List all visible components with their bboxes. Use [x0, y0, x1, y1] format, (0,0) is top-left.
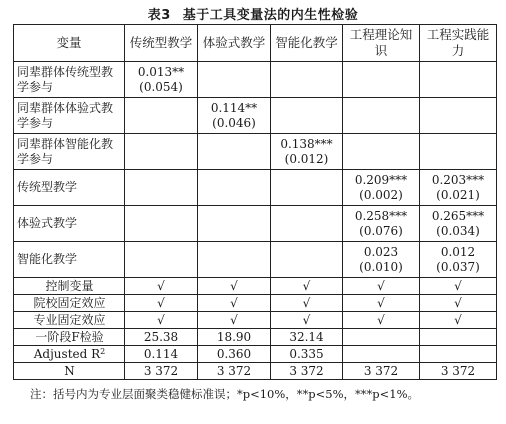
iv-endogeneity-table: [13, 24, 497, 380]
stat-rows: [14, 329, 497, 380]
table-cell: [271, 312, 343, 329]
table-row: [14, 363, 497, 380]
table-cell: 0.114: [125, 346, 198, 363]
coefficient: 0.012: [440, 244, 476, 259]
table-cell: 0.360: [198, 346, 271, 363]
table-cell: [271, 295, 343, 312]
table-cell: [198, 242, 271, 278]
col-header: 工程理论知识: [343, 25, 420, 62]
check-mark: √: [230, 278, 238, 293]
row-label-text: N: [64, 363, 75, 378]
table-cell: [420, 329, 497, 346]
table-row: [14, 242, 497, 278]
table-cell: [420, 206, 497, 242]
table-cell: [198, 170, 271, 206]
table-cell: [198, 98, 271, 134]
table-cell: [271, 206, 343, 242]
coefficient: 0.138***: [280, 136, 333, 151]
row-label: 智能化教学: [14, 242, 125, 278]
table-cell: [343, 206, 420, 242]
std-error: (0.034): [436, 223, 480, 238]
std-error: (0.046): [212, 115, 256, 130]
check-mark: √: [454, 295, 462, 310]
std-error: (0.021): [436, 187, 480, 202]
row-label: [14, 329, 125, 346]
row-label-superscript: 2: [100, 346, 106, 356]
check-mark: √: [454, 312, 462, 327]
row-label: 体验式教学: [14, 206, 125, 242]
table-cell: [420, 134, 497, 170]
row-label: 院校固定效应: [14, 295, 125, 312]
row-label: 传统型教学: [14, 170, 125, 206]
table-cell: [343, 312, 420, 329]
coefficient: 0.265***: [431, 208, 485, 223]
row-label: 专业固定效应: [14, 312, 125, 329]
check-mark: √: [157, 295, 165, 310]
coefficient: 0.013**: [137, 64, 185, 79]
row-label: 同辈群体智能化教学参与: [14, 134, 125, 170]
coefficient: 0.203***: [431, 172, 485, 187]
table-cell: [198, 295, 271, 312]
table-cell: [125, 98, 198, 134]
table-row: [14, 312, 497, 329]
table-title: [0, 4, 506, 23]
table-cell: [125, 295, 198, 312]
table-cell: [125, 62, 198, 98]
table-cell: [198, 134, 271, 170]
table-cell: 3 372: [125, 363, 198, 380]
table-cell: 32.14: [271, 329, 343, 346]
table-cell: [125, 206, 198, 242]
std-error: (0.010): [359, 259, 403, 274]
table-row: [14, 295, 497, 312]
table-cell: [271, 62, 343, 98]
check-mark: √: [377, 312, 385, 327]
table-cell: [343, 346, 420, 363]
table-cell: [420, 312, 497, 329]
table-number: 表3: [147, 8, 171, 23]
table-cell: 25.38: [125, 329, 198, 346]
check-mark: √: [377, 295, 385, 310]
row-label: [14, 363, 125, 380]
table-caption: 基于工具变量法的内生性检验: [182, 8, 359, 23]
check-mark: √: [157, 312, 165, 327]
table-row: [14, 278, 497, 295]
table-cell: [271, 170, 343, 206]
row-label: 控制变量: [14, 278, 125, 295]
table-row: [14, 206, 497, 242]
table-cell: [125, 170, 198, 206]
table-cell: [125, 278, 198, 295]
check-mark: √: [230, 312, 238, 327]
row-label-text: Adjusted R: [33, 346, 101, 361]
col-header: 智能化教学: [271, 25, 343, 62]
std-error: (0.054): [139, 79, 183, 94]
std-error: (0.076): [359, 223, 403, 238]
table-cell: [343, 278, 420, 295]
check-mark: √: [454, 278, 462, 293]
row-label: 同辈群体传统型教学参与: [14, 62, 125, 98]
table-cell: [125, 134, 198, 170]
table-row: [14, 170, 497, 206]
coefficient: 0.209***: [354, 172, 408, 187]
check-mark: √: [157, 278, 165, 293]
table-cell: [343, 295, 420, 312]
check-mark: √: [377, 278, 385, 293]
coefficient: 0.114**: [210, 100, 258, 115]
table-cell: [343, 62, 420, 98]
table-row: [14, 346, 497, 363]
col-header: 工程实践能力: [420, 25, 497, 62]
check-mark: √: [302, 295, 311, 310]
table-cell: 3 372: [420, 363, 497, 380]
std-error: (0.037): [436, 259, 480, 274]
coefficient: 0.023: [363, 244, 399, 259]
table-cell: [420, 346, 497, 363]
table-cell: [343, 98, 420, 134]
table-cell: [343, 134, 420, 170]
check-mark: √: [302, 312, 311, 327]
col-header: 传统型教学: [125, 25, 198, 62]
std-error: (0.002): [359, 187, 403, 202]
row-label-text: 一阶段F检验: [35, 329, 104, 344]
col-header: 体验式教学: [198, 25, 271, 62]
table-cell: [343, 170, 420, 206]
table-cell: [420, 170, 497, 206]
header-row: [14, 25, 497, 62]
table-cell: 3 372: [271, 363, 343, 380]
table-note: 注：括号内为专业层面聚类稳健标准误；*p<10%，**p<5%，***p<1%。: [30, 387, 420, 401]
table-cell: [198, 278, 271, 295]
table-cell: [343, 329, 420, 346]
table-cell: [420, 278, 497, 295]
coef-rows: [14, 62, 497, 278]
col-header: 变量: [14, 25, 125, 62]
table-cell: 3 372: [343, 363, 420, 380]
table-row: [14, 62, 497, 98]
table-cell: [198, 62, 271, 98]
table-cell: [343, 242, 420, 278]
table-cell: [271, 242, 343, 278]
row-label: [14, 346, 125, 363]
table-cell: [271, 134, 343, 170]
std-error: (0.012): [284, 151, 329, 166]
coefficient: 0.258***: [354, 208, 408, 223]
table-row: [14, 329, 497, 346]
control-rows: [14, 278, 497, 329]
table-cell: [125, 242, 198, 278]
table-cell: [198, 312, 271, 329]
table-cell: [420, 62, 497, 98]
table-cell: [198, 206, 271, 242]
table-cell: 18.90: [198, 329, 271, 346]
check-mark: √: [230, 295, 238, 310]
table-row: [14, 98, 497, 134]
table-cell: [271, 278, 343, 295]
table-row: [14, 134, 497, 170]
table-cell: [125, 312, 198, 329]
table-cell: 3 372: [198, 363, 271, 380]
check-mark: √: [302, 278, 311, 293]
table-cell: [271, 98, 343, 134]
table-cell: [420, 295, 497, 312]
table-cell: 0.335: [271, 346, 343, 363]
table-cell: [420, 242, 497, 278]
table-cell: [420, 98, 497, 134]
row-label: 同辈群体体验式教学参与: [14, 98, 125, 134]
